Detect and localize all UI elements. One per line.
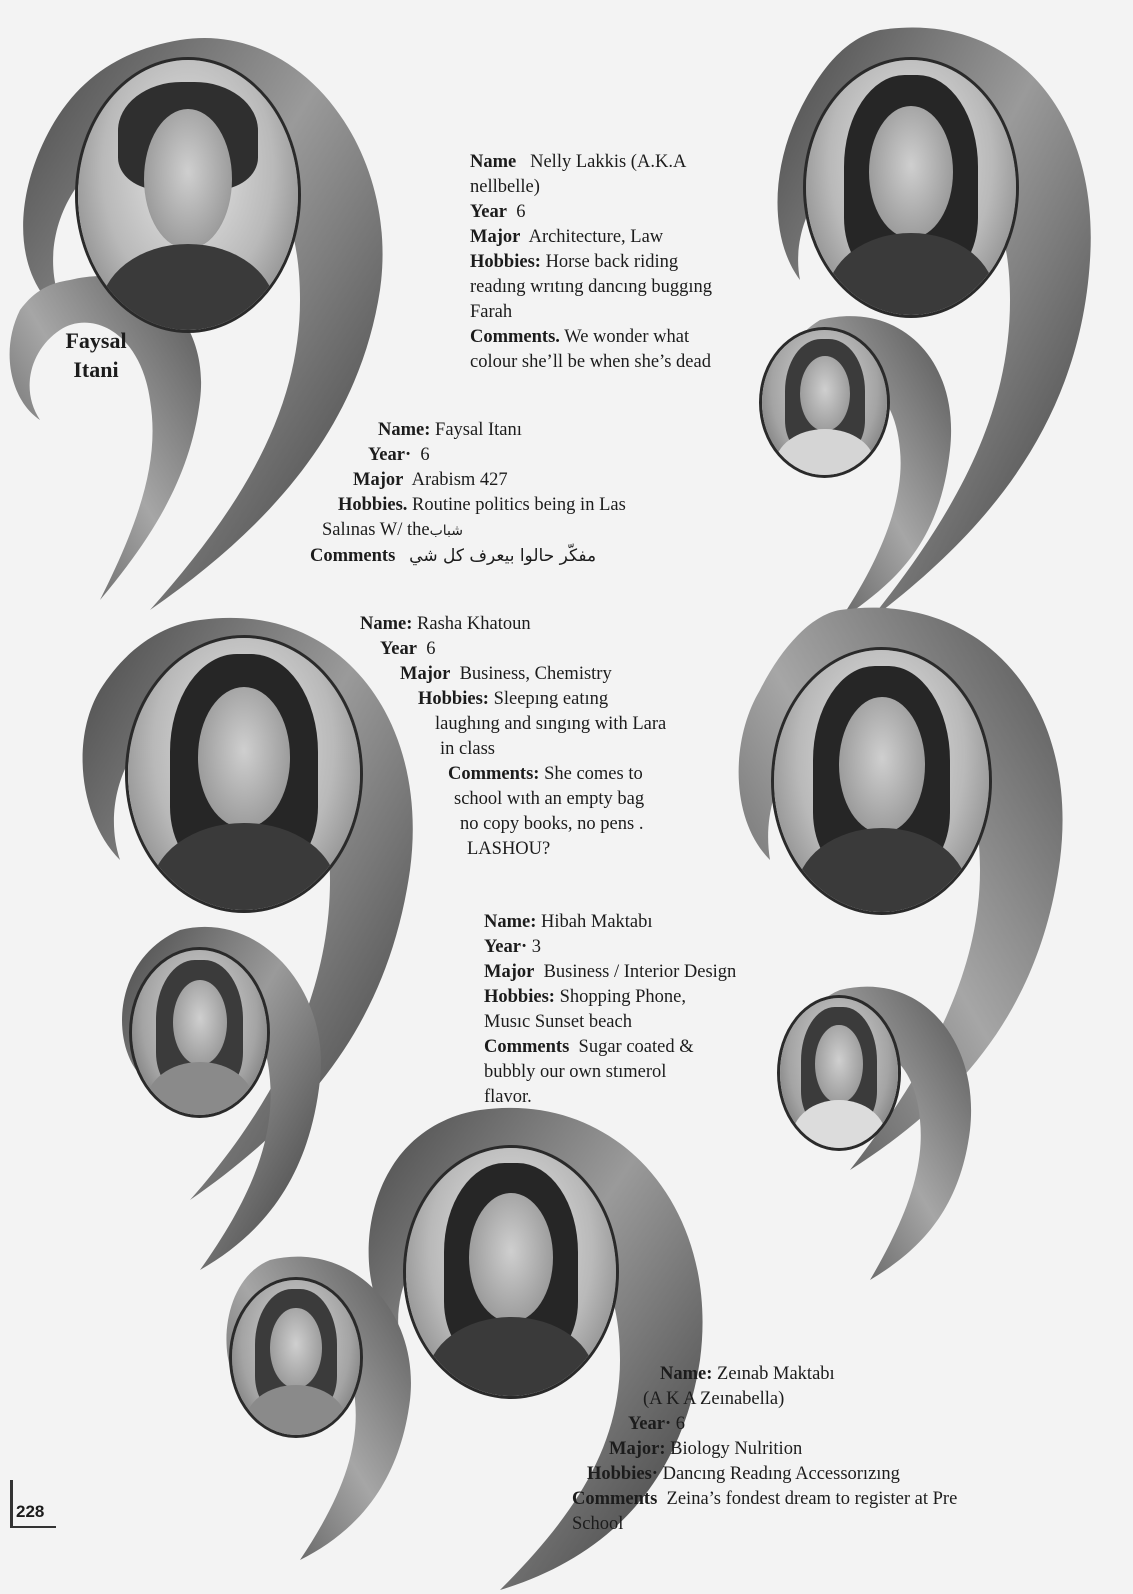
field-value: We wonder what [564, 327, 690, 347]
photo-faysal-portrait [78, 60, 298, 330]
profile-faysal [310, 418, 626, 569]
field-value: Nelly Lakkis (A.K.A [530, 152, 687, 172]
profile-major-line [310, 468, 626, 493]
field-label: Hobbies: [470, 252, 541, 272]
field-label: Major: [609, 1439, 666, 1459]
profile-line: LASHOU? [467, 839, 551, 859]
profile-line: school wıth an empty bag [454, 789, 645, 809]
field-value: Routine politics being in Las [412, 495, 626, 515]
profile-year-line [470, 200, 712, 225]
profile-name-line [360, 612, 666, 637]
profile-hobbies-line [484, 985, 736, 1010]
profile-line: readıng wrıtıng dancıng buggıng [470, 277, 712, 297]
profile-line: in class [440, 739, 495, 759]
profile-line: School [572, 1514, 624, 1534]
profile-major-line [572, 1437, 957, 1462]
page-number: 228 [16, 1502, 45, 1521]
profile-line: Musıc Sunset beach [484, 1012, 632, 1032]
field-value: Faysal Itanı [435, 420, 522, 440]
field-label: Hobbies: [484, 987, 555, 1007]
field-value: Architecture, Law [528, 227, 664, 247]
field-value: Zeina’s fondest dream to register at Pre [666, 1489, 958, 1509]
photo-caption-faysal [48, 326, 144, 384]
photo-face [198, 687, 291, 828]
field-value: Business / Interior Design [543, 962, 737, 982]
field-label: Hobbies: [418, 689, 489, 709]
caption-line: Faysal [65, 328, 127, 353]
field-label: Name: [360, 614, 413, 634]
photo-zeinab-portrait [406, 1148, 616, 1396]
field-value: 6 [675, 1414, 686, 1434]
field-value: Business, Chemistry [459, 664, 612, 684]
field-value: Zeınab Maktabı [717, 1364, 835, 1384]
profile-name-line [470, 150, 712, 175]
profile-name-line [310, 418, 626, 443]
field-label: Year· [628, 1414, 672, 1434]
field-value: Sleepıng eatıng [493, 689, 609, 709]
field-value: Horse back riding [545, 252, 679, 272]
profile-name-line [572, 1362, 957, 1387]
profile-hibah [484, 910, 736, 1110]
page-number-bar [10, 1480, 13, 1528]
photo-face [869, 106, 953, 239]
photo-nelly-portrait [806, 60, 1016, 315]
profile-line: bubbly our own stımerol [484, 1062, 667, 1082]
photo-hibah-child [780, 998, 898, 1148]
profile-major-line [360, 662, 666, 687]
profile-line: Farah [470, 302, 513, 322]
photo-face [469, 1193, 553, 1322]
field-value: 3 [531, 937, 542, 957]
photo-rasha-child [132, 950, 267, 1115]
profile-year-line [360, 637, 666, 662]
photo-rasha-portrait [128, 638, 360, 910]
photo-face [144, 109, 232, 249]
photo-face [815, 1025, 862, 1103]
profile-hobbies-line [360, 687, 666, 712]
field-label: Year [380, 639, 417, 659]
field-label: Comments [310, 546, 396, 566]
field-label: Comments [572, 1489, 658, 1509]
photo-zeinab-child [232, 1280, 360, 1435]
profile-major-line [484, 960, 736, 985]
profile-name-line [484, 910, 736, 935]
field-label: Year· [368, 445, 412, 465]
field-label: Hobbies. [338, 495, 408, 515]
field-value-arabic: مفكّر حالوا بيعرف كل شي [409, 546, 597, 566]
caption-line: Itani [73, 357, 119, 382]
profile-zeinab [572, 1362, 957, 1537]
field-label: Year [470, 202, 507, 222]
field-value-arabic: شباب [429, 523, 463, 539]
page-number-rule [10, 1526, 56, 1528]
field-label: Comments [484, 1037, 570, 1057]
profile-line: laughıng and sıngıng with Lara [435, 714, 667, 734]
field-value: Salınas W/ the [322, 520, 430, 540]
profile-year-line [310, 443, 626, 468]
profile-major-line [470, 225, 712, 250]
profile-hobbies-line [310, 493, 626, 518]
field-label: Name: [378, 420, 431, 440]
field-label: Comments. [470, 327, 560, 347]
field-value: Dancıng Readıng Accessorızıng [662, 1464, 900, 1484]
profile-comments-line [470, 325, 712, 350]
profile-comments-line [310, 544, 626, 569]
profile-comments-line [572, 1487, 957, 1512]
profile-hobbies-line [470, 250, 712, 275]
photo-nelly-child [762, 330, 887, 475]
field-value: Rasha Khatoun [417, 614, 531, 634]
field-value: She comes to [544, 764, 643, 784]
field-label: Major [484, 962, 535, 982]
profile-nelly [470, 150, 712, 375]
field-label: Major [353, 470, 404, 490]
photo-face [800, 356, 850, 431]
field-label: Hobbies· [587, 1464, 658, 1484]
field-label: Year· [484, 937, 528, 957]
field-label: Comments: [448, 764, 540, 784]
photo-hibah-portrait [774, 650, 989, 912]
photo-face [270, 1308, 321, 1389]
field-label: Major [470, 227, 521, 247]
photo-shirt [100, 244, 276, 330]
field-value: 6 [516, 202, 526, 222]
field-value: Biology Nulrition [670, 1439, 803, 1459]
profile-line: nellbelle) [470, 177, 540, 197]
profile-line [310, 518, 626, 544]
profile-line: flavor. [484, 1087, 532, 1107]
field-value: Hibah Maktabı [541, 912, 653, 932]
field-label: Name [470, 152, 517, 172]
profile-year-line [572, 1412, 957, 1437]
profile-comments-line [484, 1035, 736, 1060]
photo-face [839, 697, 925, 833]
field-value: Sugar coated & [578, 1037, 694, 1057]
profile-line: (A K A Zeınabella) [643, 1389, 785, 1409]
profile-year-line [484, 935, 736, 960]
field-label: Name: [484, 912, 537, 932]
field-label: Name: [660, 1364, 713, 1384]
photo-face [173, 980, 227, 1066]
field-value: 6 [420, 445, 430, 465]
profile-rasha [360, 612, 666, 862]
profile-hobbies-line [572, 1462, 957, 1487]
field-value: 6 [426, 639, 436, 659]
field-label: Major [400, 664, 451, 684]
field-value: Shopping Phone, [559, 987, 686, 1007]
field-value: Arabism 427 [411, 470, 508, 490]
profile-line: colour she’ll be when she’s dead [470, 352, 711, 372]
profile-line: no copy books, no pens . [460, 814, 644, 834]
profile-comments-line [360, 762, 666, 787]
